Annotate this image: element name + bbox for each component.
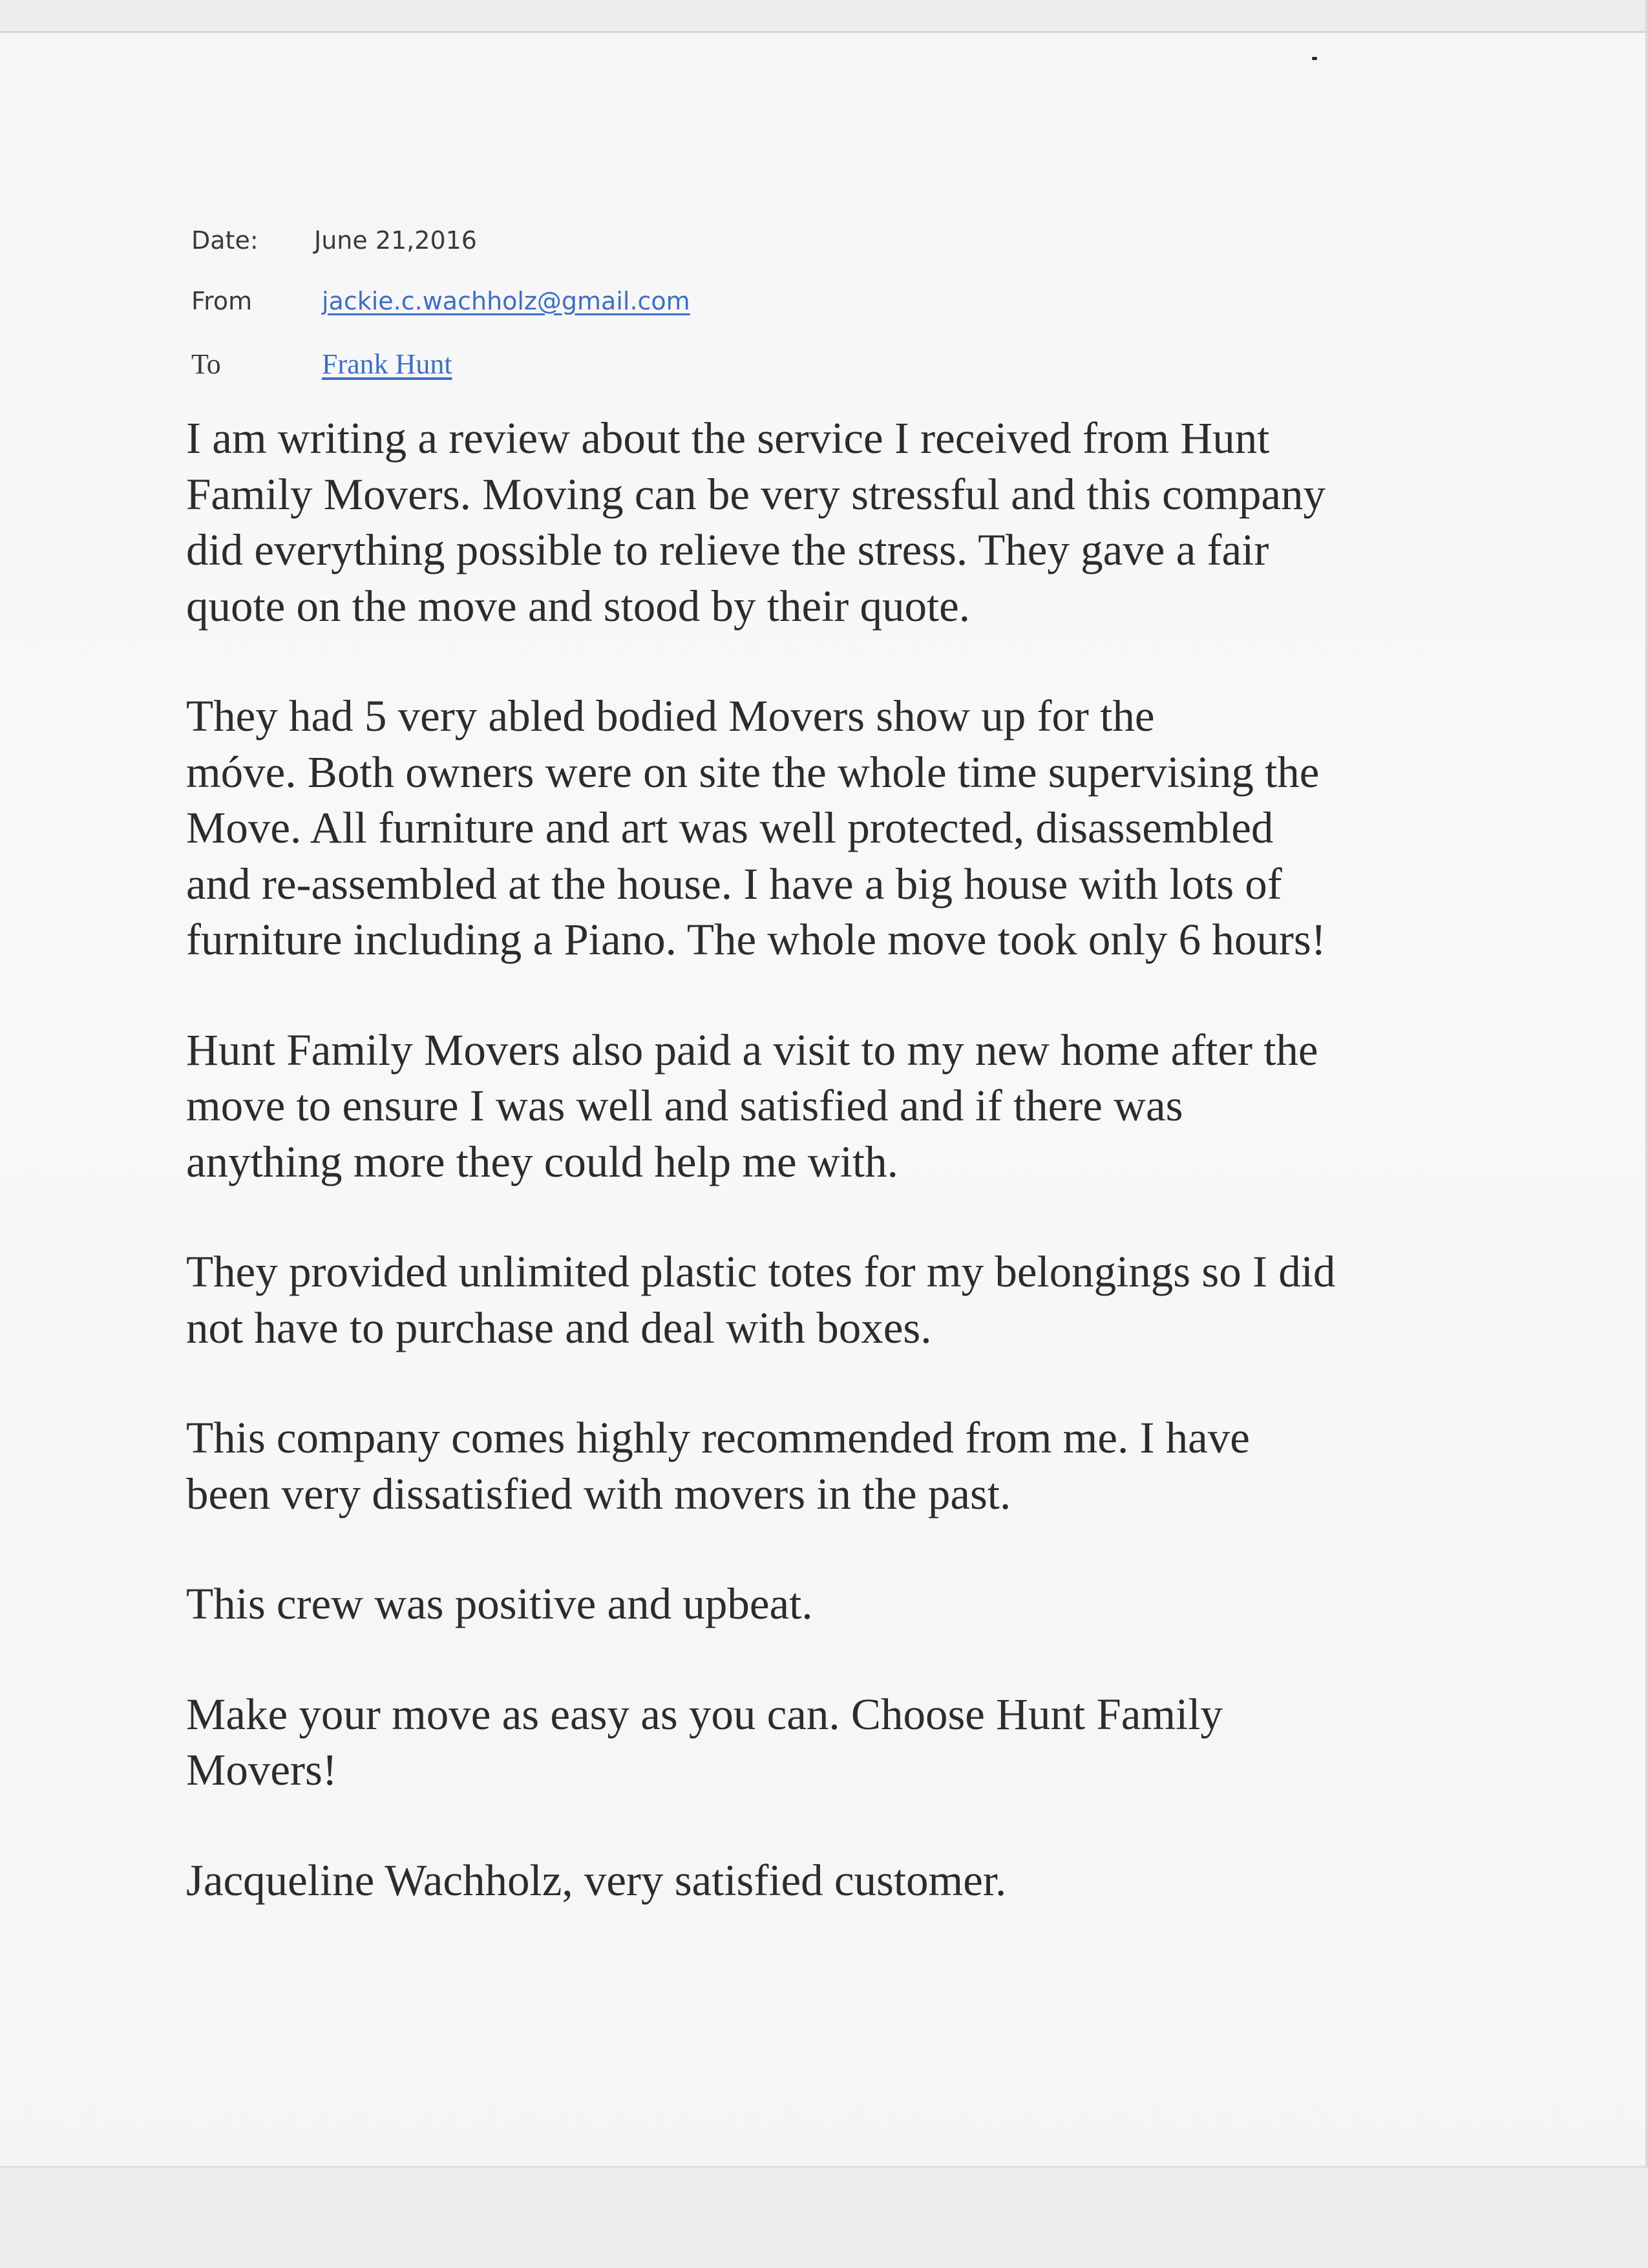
paragraph-recommendation: This company comes highly recommended from me. I have been very dissatisfied with movers in the past. [186, 1413, 1250, 1518]
from-label: From [191, 287, 253, 315]
signature-line: Jacqueline Wachholz, very satisfied customer. [186, 1855, 1007, 1905]
from-email-link[interactable]: jackie.c.wachholz@gmail.com [322, 287, 690, 315]
paragraph-crew: This crew was positive and upbeat. [186, 1579, 813, 1628]
scan-bottom-margin [0, 2166, 1648, 2268]
letter-body [186, 410, 1479, 1908]
paragraph-movers: They had 5 very abled bodied Movers show up for the móve. Both owners were on site the whole time supervising the Move. All furniture and art was well protected, disassembled and re-assembled at the house. I have a big house with lots of furniture including a Piano. The whole move took only 6 hours! [186, 691, 1326, 964]
paragraph-totes: They provided unlimited plastic totes for my belongings so I did not have to purchase and deal with boxes. [186, 1247, 1336, 1352]
email-header [191, 226, 1096, 408]
date-label: Date: [191, 226, 259, 255]
scan-top-margin [0, 0, 1648, 31]
date-value: June 21,2016 [314, 226, 477, 255]
date-row [191, 226, 1096, 287]
paragraph-closing: Make your move as easy as you can. Choose Hunt Family Movers! [186, 1689, 1223, 1794]
paragraph-visit: Hunt Family Movers also paid a visit to my new home after the move to ensure I was well and satisfied and if there was anything more they could help me with. [186, 1025, 1318, 1186]
to-label: To [191, 348, 221, 380]
paragraph-intro: I am writing a review about the service I received from Hunt Family Movers. Moving can be very stressful and this company did everything possible to relieve the stress. They gave a fair quote on the move and stood by their quote. [186, 414, 1326, 631]
paper-top-edge [0, 31, 1648, 33]
to-row [191, 348, 1096, 408]
from-row [191, 287, 1096, 348]
scan-speck [1312, 57, 1317, 60]
paper-right-edge [1645, 0, 1648, 2266]
to-recipient-link[interactable]: Frank Hunt [322, 348, 452, 380]
